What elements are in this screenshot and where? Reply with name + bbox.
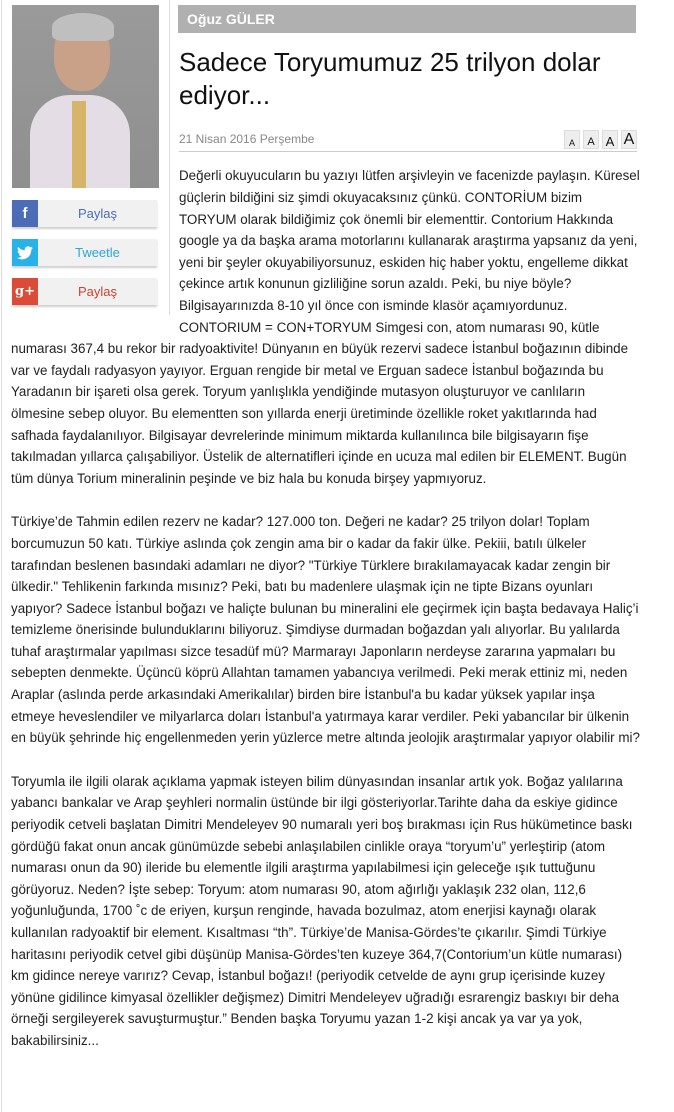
- facebook-icon: f: [12, 200, 38, 227]
- font-size-smallest-button[interactable]: A: [564, 130, 580, 149]
- font-size-small-button[interactable]: A: [583, 130, 599, 149]
- article-paragraph: Değerli okuyucuların bu yazıyı lütfen arşivleyin ve facenizde paylaşın. Küresel güçlerin bildiğini siz şimdi okuyacaksınız çünkü. CONTORİUM bizim TORYUM olarak bildiğimiz çok önemli bir elementtir. Contorium Hakkında google ya da başka arama motorlarını kullanarak araştırma yapsanız da yeni, yeni bir şeyler okuyabiliyorsunuz, eskiden hiç haber yoktu, engelleme dikkat çekince artık konunun gizliliğine sorun azaldı. Peki, bu niye böyle? Bilgisayarınızda 8-10 yıl önce con isminde klasör açamıyordunuz. CONTORIUM = CON+TORYUM Simgesi con, atom numarası 90, kütle numarası 367,4 bu rekor bir radyoaktivite! Dünyanın en büyük rezervi sadece İstanbul boğazının dibinde var ve faydalı radyasyon yayıyor. Erguan rengide bir metal ve Erguan sadece İstanbul boğazında bu Yaradanın bir işareti olsa gerek. Toryum yanlışlıkla yendiğinde mutasyon oluşturuyor ve canlıların ölmesine sebep oluyor. Bu elementten son yıllarda enerji üretiminde özellikle roket yakıtlarında had safhada faydalanılıyor. Bilgisayar devrelerinde minimum miktarda kullanılınca bile bilgisayarın fişe takılmadan yıllarca çalışabiliyor. Üstelik de alternatifleri içinde en ucuza mal edilen bir ELEMENT. Bugün tüm dünya Torium mineralinin peşinde ve biz hala bu konuda birşey yapmıyoruz.: [11, 168, 640, 486]
- article-paragraph: Toryumla ile ilgili olarak açıklama yapmak isteyen bilim dünyasından insanlar artık yok. Boğaz yalılarına yabancı bankalar ve Arap şeyhleri normalin üstünde bir ilgi gösteriyorlar.Tarihte daha da eskiye gidince periyodik cetveli başlatan Dimitri Mendeleyev 90 numaralı yeri boş bırakması için Rus hükümetince baskı gördüğü fakat onun ancak günümüzde sebebi anlaşılabilen cinlikle oraya “toryum’u” yerleştirip (atom numarası onun da 90) ileride bu elementle ilgili araştırma yapılabilmesi için geleceğe ışık tuttuğunu görüyoruz. Neden? İşte sebep: Toryum: atom numarası 90, atom ağırlığı yaklaşık 232 olan, 112,6 yoğunluğunda, 1700 ˚c de eriyen, kurşun renginde, havada bozulmaz, atom enerjisi kaynağı olarak kullanılan radyoaktif bir element. Kısaltması “th”. Türkiye’de Manisa-Gördes’te çıkarılır. Şimdi Türkiye haritasını periyodik cetvel gibi düşünüp Manisa-Gördes’ten kuzeye 364,7(Contorium’un kütle numarası) km gidince nereye varırız? Cevap, İstanbul boğazı! (periyodik cetvelde de aynı grup içerisinde kuzey yönüne gidilince kimyasal özellikler değişmez) Dimitri Mendeleyev uğradığı esrarengiz baskıyı bir deha örneği sergileyerek savuşturmuştur.” Benden başka Toryumu yazan 1-2 kişi ancak ya var ya yok, bakabilirsiniz...: [11, 773, 633, 1048]
- author-photo: [12, 5, 159, 188]
- google-plus-share-label: Paylaş: [77, 284, 118, 299]
- google-plus-icon: g+: [12, 278, 38, 305]
- article-dateline: [179, 129, 637, 152]
- author-sidebar: [12, 5, 160, 335]
- article-paragraph: Türkiye’de Tahmin edilen rezerv ne kadar? 127.000 ton. Değeri ne kadar? 25 trilyon dolar! Toplam borcumuzun 50 katı. Türkiye aslında çok zengin ama bir o kadar da fakir ülke. Pekiii, batılı ülkeler tarafından beslenen basındaki adamları ne diyor? "Türkiye Türklere bırakılamayacak kadar zengin bir ülkedir." Tehlikenin farkında mısınız? Peki, batı bu madenlere ulaşmak için ne tipte Bizans oyunları yapıyor? Sadece İstanbul boğazı ve haliçte bulunan bu mineralini ele geçirmek için başta bedavaya Haliç’i temizleme önerisinde bulunduklarını biliyoruz. Şimdiyse durmadan boğazdan yalı alıyorlar. Bu yalılarda tuhaf araştırmalar yapılması sizce tesadüf mü? Marmarayı Japonların nerdeyse zararına yapmaları bu sebepten denmekte. Üçüncü köprü Allahtan tamamen yabancıya verilmedi. Peki merak ettiniz mi, neden Araplar (aslında perde arkasındaki Amerikalılar) birden bire İstanbul'a bu kadar yüksek yapılar inşa etmeye heveslendiler ve milyarlarca doları İstanbul'a yatırmaya karar verdiler. Peki yabancılar bir ülkenin en büyük şehrinde hiç engellenmeden yerin yüzlerce metre altında jeolojik araştırmalar yapıyor olabilir mi?: [11, 514, 640, 746]
- twitter-share-button[interactable]: [12, 239, 157, 266]
- twitter-icon: [12, 239, 38, 266]
- article-container: [11, 5, 641, 1074]
- article-date: 21 Nisan 2016 Perşembe: [179, 132, 315, 147]
- author-name-bar: Oğuz GÜLER: [178, 5, 636, 33]
- font-size-controls: [564, 130, 637, 149]
- font-size-largest-button[interactable]: A: [621, 130, 637, 149]
- google-plus-share-button[interactable]: [12, 278, 157, 305]
- font-size-large-button[interactable]: A: [602, 130, 618, 149]
- facebook-share-label: Paylaş: [77, 206, 118, 221]
- twitter-share-label: Tweetle: [75, 245, 120, 260]
- page-border: [1, 0, 2, 1112]
- article-title: Sadece Toryumumuz 25 trilyon dolar ediyor...: [179, 47, 601, 110]
- facebook-share-button[interactable]: [12, 200, 157, 227]
